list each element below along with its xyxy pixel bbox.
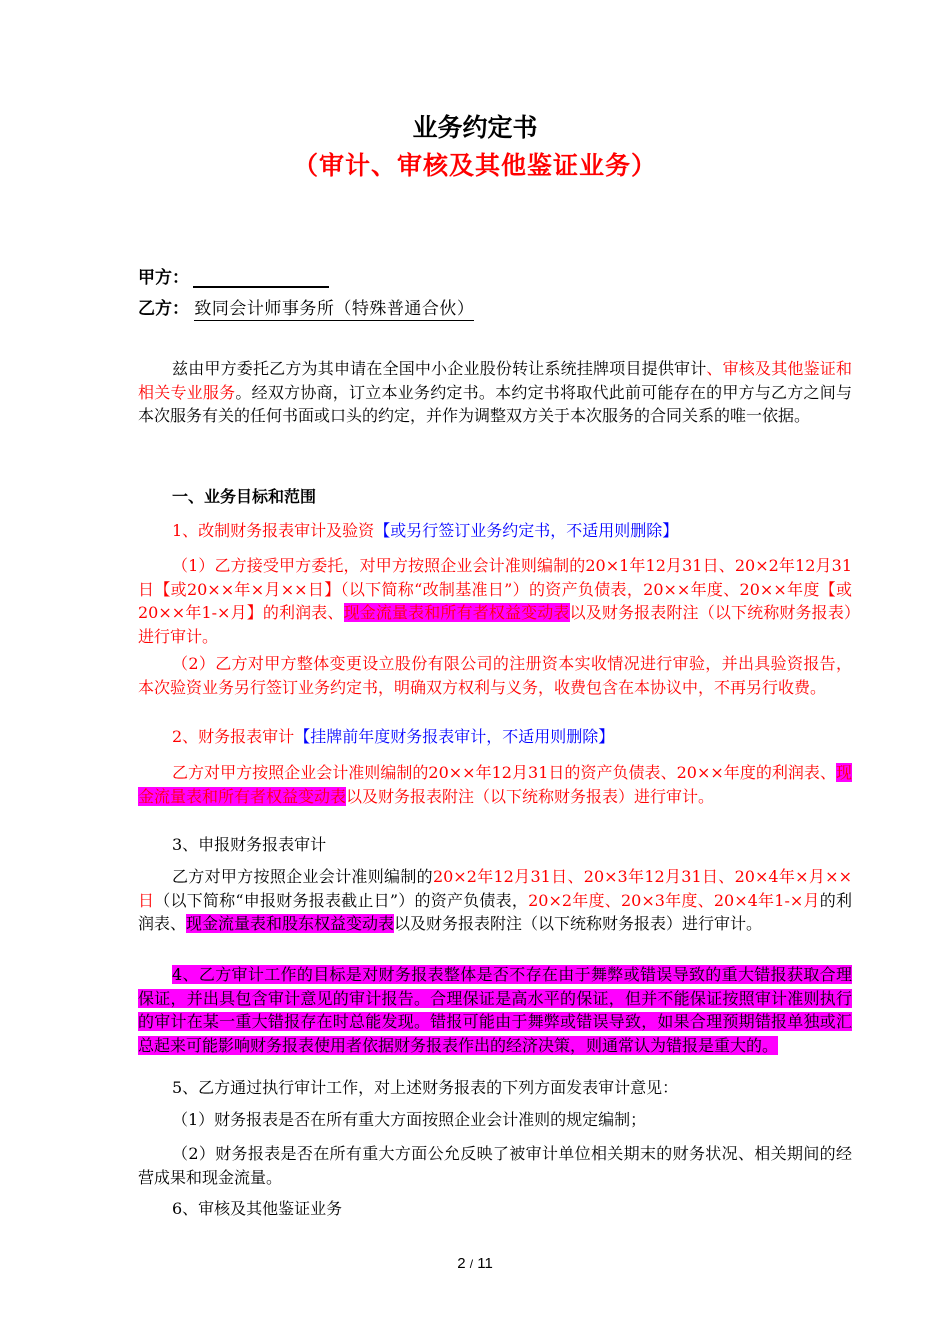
party-b-value: 致同会计师事务所（特殊普通合伙）: [194, 299, 475, 319]
intro-paragraph: 兹由甲方委托乙方为其申请在全国中小企业股份转让系统挂牌项目提供审计、审核及其他鉴证和相关专业服务。经双方协商，订立本业务约定书。本约定书将取代此前可能存在的甲方与乙方之间与本次服务有关的任何书面或口头的约定，并作为调整双方关于本次服务的合同关系的唯一依据。: [138, 359, 852, 425]
item1-paragraph2: （2）乙方对甲方整体变更设立股份有限公司的注册资本实收情况进行审验，并出具验资报告，本次验资业务另行签订业务约定书，明确双方权利与义务，收费包含在本协议中，不再另行收费。: [138, 654, 852, 697]
item1-paragraph1: （1）乙方接受甲方委托，对甲方按照企业会计准则编制的20×1年12月31日、20×2年12月31日【或20××年×月××日】（以下简称“改制基准日”）的资产负债表，20××年度、20××年度【或20××年1-×月】的利润表、现金流量表和所有者权益变动表以及财务报表附注（以下统称财务报表）进行审计。: [138, 556, 852, 646]
party-b: [138, 294, 474, 319]
party-a: [138, 263, 329, 288]
item1-title: 1、改制财务报表审计及验资【或另行签订业务约定书，不适用则删除】: [172, 521, 679, 540]
page-number: 2 / 11: [457, 1255, 493, 1272]
party-a-blank-line: [193, 268, 329, 288]
item6-title: 6、审核及其他鉴证业务: [172, 1199, 343, 1218]
item5-sub1: （1）财务报表是否在所有重大方面按照企业会计准则的规定编制；: [172, 1110, 647, 1129]
section-heading: 一、业务目标和范围: [172, 487, 317, 506]
item5-title: 5、乙方通过执行审计工作，对上述财务报表的下列方面发表审计意见：: [172, 1078, 679, 1097]
document-title: 业务约定书: [412, 113, 538, 142]
document-subtitle: （审计、审核及其他鉴证业务）: [292, 151, 657, 180]
party-b-label: 乙方：: [138, 299, 189, 319]
item2-title: 2、财务报表审计【挂牌前年度财务报表审计，不适用则删除】: [172, 727, 615, 746]
party-a-label: 甲方：: [138, 268, 189, 288]
item2-paragraph: 乙方对甲方按照企业会计准则编制的20××年12月31日的资产负债表、20××年度的利润表、现金流量表和所有者权益变动表以及财务报表附注（以下统称财务报表）进行审计。: [138, 763, 852, 806]
item5-sub2: （2）财务报表是否在所有重大方面公允反映了被审计单位相关期末的财务状况、相关期间的经营成果和现金流量。: [138, 1144, 852, 1187]
item3-paragraph: 乙方对甲方按照企业会计准则编制的20×2年12月31日、20×3年12月31日、20×4年×月××日（以下简称“申报财务报表截止日”）的资产负债表，20×2年度、20×3年度、20×4年1-×月的利润表、现金流量表和股东权益变动表以及财务报表附注（以下统称财务报表）进行审计。: [138, 867, 852, 933]
item4-paragraph: 4、乙方审计工作的目标是对财务报表整体是否不存在由于舞弊或错误导致的重大错报获取合理保证，并出具包含审计意见的审计报告。合理保证是高水平的保证，但并不能保证按照审计准则执行的审计在某一重大错报存在时总能发现。错报可能由于舞弊或错误导致，如果合理预期错报单独或汇总起来可能影响财务报表使用者依据财务报表作出的经济决策，则通常认为错报是重大的。: [138, 965, 852, 1055]
item3-title: 3、申报财务报表审计: [172, 835, 327, 854]
